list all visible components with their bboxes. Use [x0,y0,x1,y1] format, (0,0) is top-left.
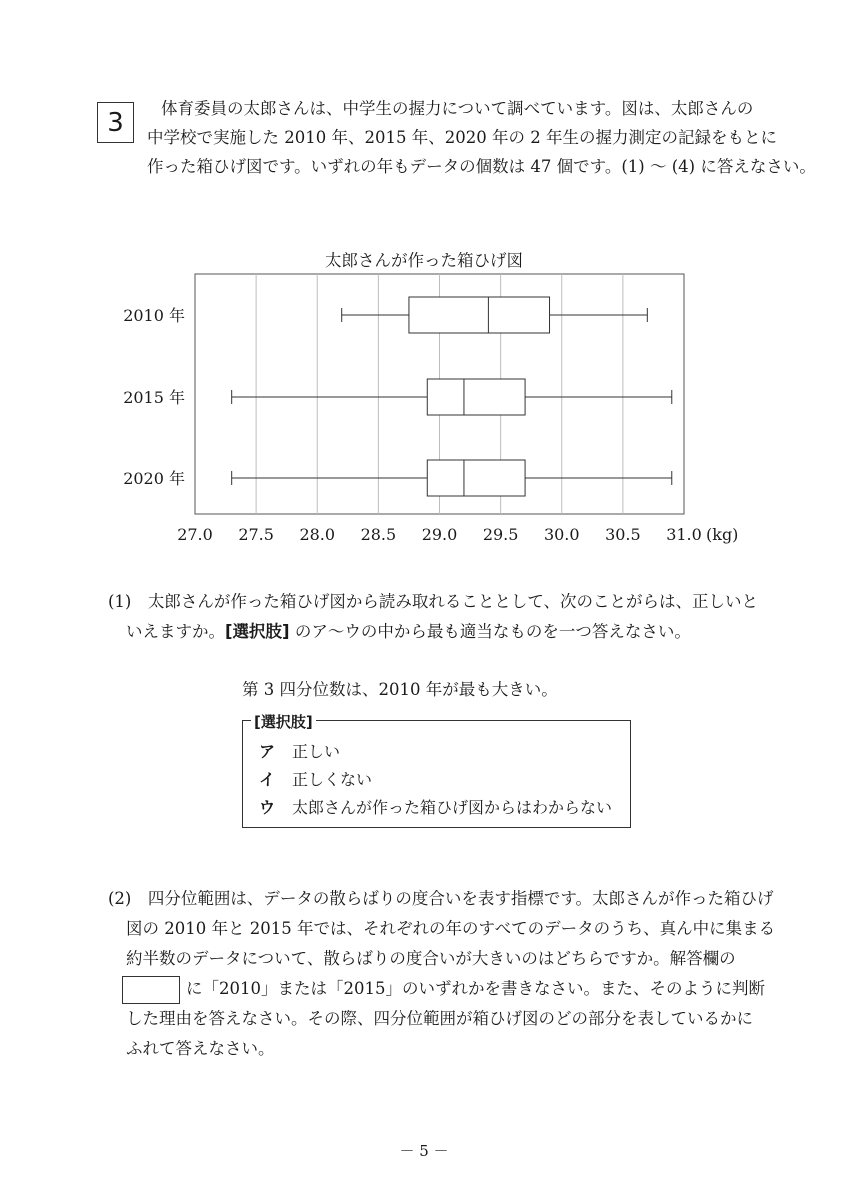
q2-line: した理由を答えなさい。その際、四分位範囲が箱ひげ図のどの部分を表しているかに [126,1009,753,1028]
x-tick-label: 27.0 [177,525,213,544]
choice-key: ウ [259,798,276,817]
q2-text: に「2010」または「2015」のいずれかを書きなさい。また、そのように判断 [186,979,765,998]
choice-key: イ [259,770,276,789]
x-tick-label: 29.0 [421,525,458,544]
answer-box [122,976,180,1004]
x-tick-label: 30.0 [543,525,580,544]
q1-choices-ref: [選択肢] [225,622,290,641]
choice-u [259,795,612,818]
box [409,297,550,333]
q1-text: いえますか。 [126,622,225,641]
choice-a [259,739,340,762]
q2-line: ふれて答えなさい。 [126,1039,275,1058]
x-tick-label: 27.5 [238,525,274,544]
q1-line: (1) 太郎さんが作った箱ひげ図から読み取れることとして、次のことがらは、正しいと [108,592,759,611]
x-tick-label: 28.5 [360,525,397,544]
chart-title: 太郎さんが作った箱ひげ図 [325,251,523,270]
q1-text: のア～ウの中から最も適当なものを一つ答えなさい。 [289,622,691,641]
q1-statement: 第 3 四分位数は、2010 年が最も大きい。 [242,680,558,699]
x-tick-label: 29.5 [482,525,519,544]
q1-line [108,617,758,647]
series-label: 2020 年 [123,469,185,488]
question-number: 3 [97,102,134,143]
question-1 [108,587,758,647]
choice-key: ア [259,742,276,761]
q2-line [108,974,765,1004]
q2-line: 約半数のデータについて、散らばりの度合いが大きいのはどちらですか。解答欄の [126,949,736,968]
q2-line: (2) 四分位範囲は、データの散らばりの度合いを表す指標です。太郎さんが作った箱ひげ [108,889,774,908]
choice-i [259,767,372,790]
x-tick-label: 28.0 [299,525,336,544]
choice-text: 正しい [292,742,341,761]
choices-box [242,713,631,828]
series-label: 2015 年 [123,388,185,407]
page-number: － 5 － [399,1142,449,1160]
box [427,379,525,415]
choice-text: 太郎さんが作った箱ひげ図からはわからない [292,798,613,817]
intro-line: 作った箱ひげ図です。いずれの年もデータの個数は 47 個です。(1) ～ (4) に答えなさい。 [147,157,816,176]
intro-line: 体育委員の太郎さんは、中学生の握力について調べています。図は、太郎さんの [161,99,754,118]
series-label: 2010 年 [123,306,185,325]
intro-line: 中学校で実施した 2010 年、2015 年、2020 年の 2 年生の握力測定の記録をもとに [147,128,777,147]
x-tick-label: 30.5 [605,525,641,544]
x-tick-label: 31.0 [666,525,702,544]
choice-text: 正しくない [292,770,373,789]
x-axis-unit: (kg) [706,525,739,544]
boxplot-chart [0,0,848,560]
q2-line: 図の 2010 年と 2015 年では、それぞれの年のすべてのデータのうち、真ん中に集まる [126,919,776,938]
box [427,460,525,496]
question-2 [108,884,776,1064]
choices-label: [選択肢] [251,711,316,732]
